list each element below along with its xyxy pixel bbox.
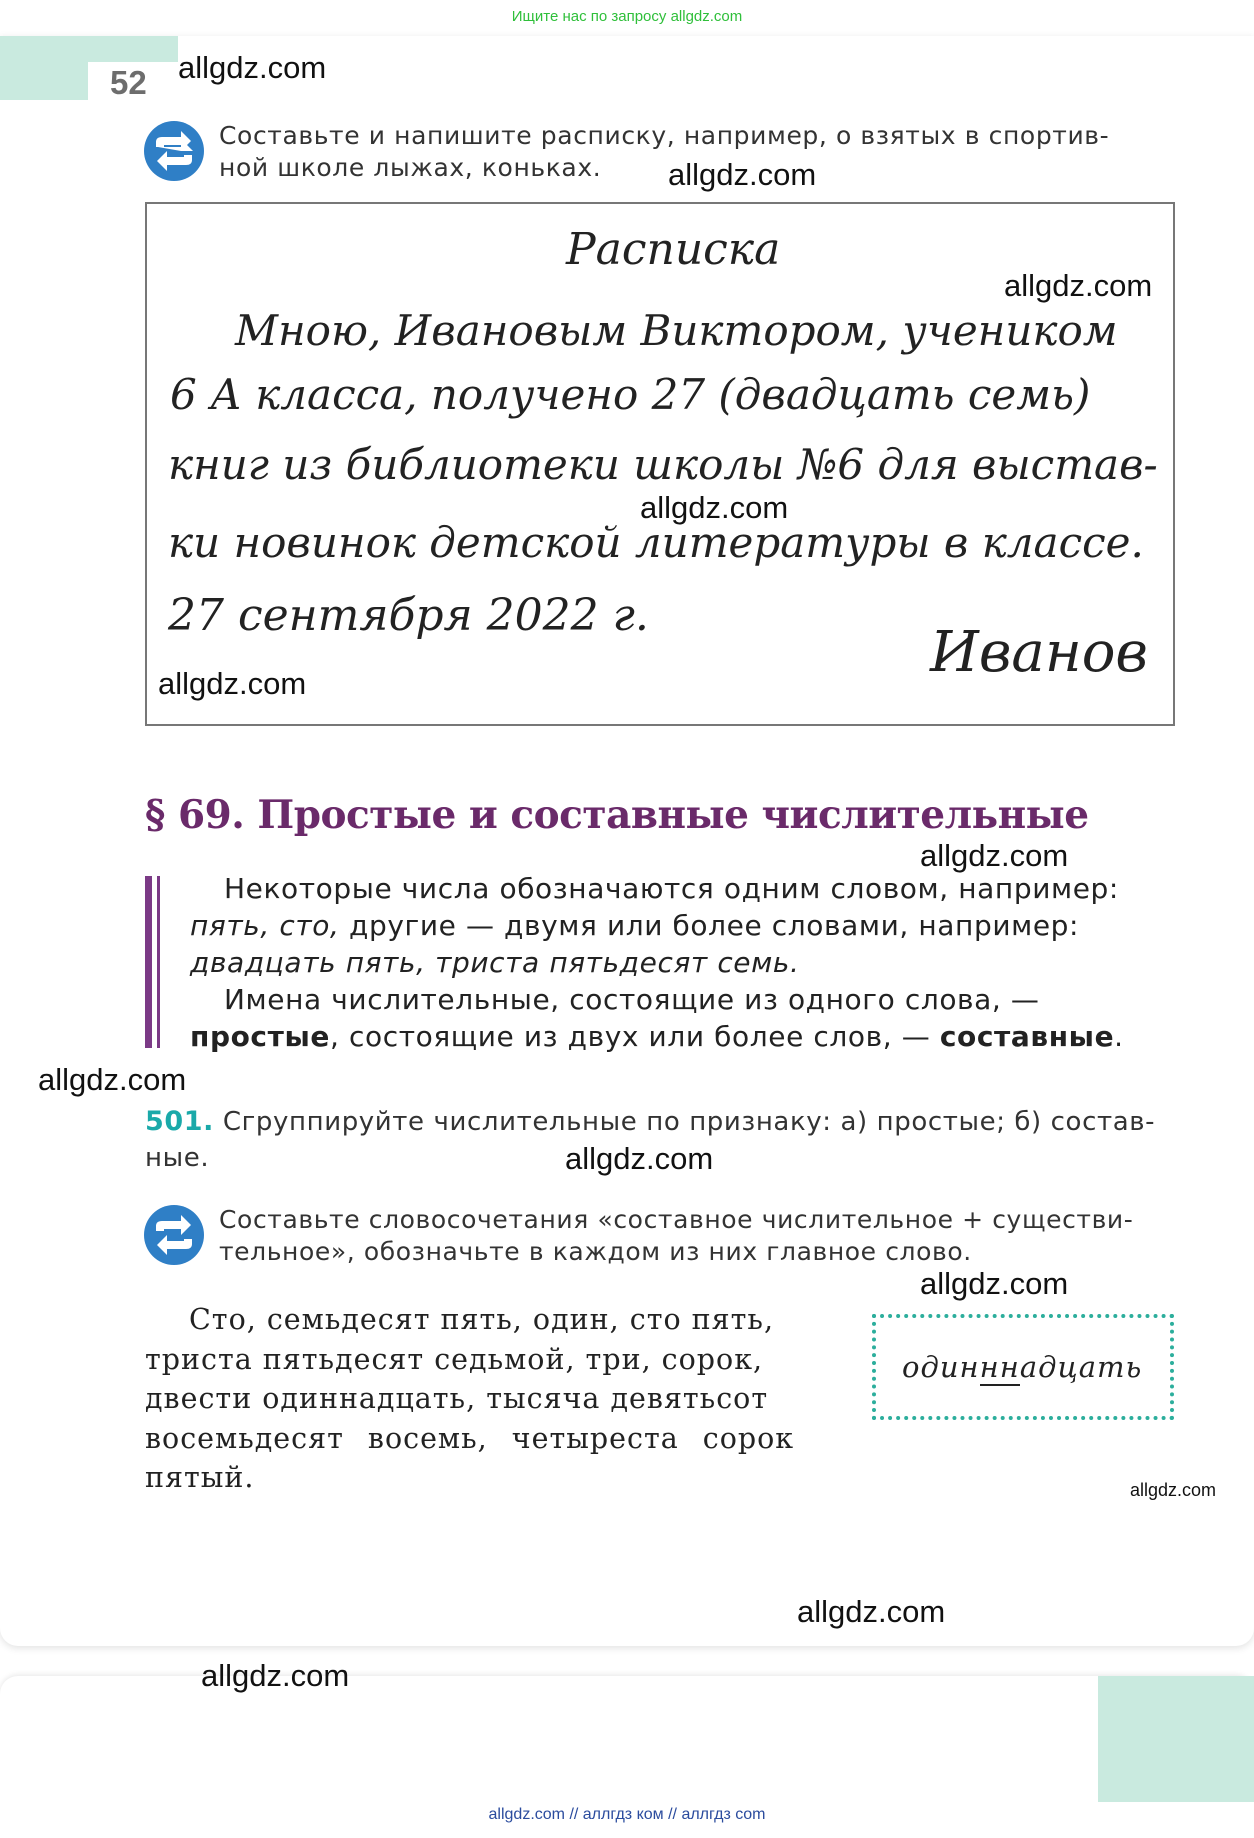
- watermark: allgdz.com: [38, 1062, 187, 1097]
- watermark: allgdz.com: [178, 50, 327, 85]
- watermark: allgdz.com: [920, 838, 1069, 873]
- footer-links[interactable]: allgdz.com // аллгдз ком // аллгдз com: [488, 1806, 766, 1823]
- watermark: allgdz.com: [565, 1141, 714, 1176]
- receipt-line: книг из библиотеки школы №6 для выстав-: [168, 440, 1158, 489]
- page-corner-decoration: [0, 36, 88, 100]
- receipt-line: ки новинок детской литературы в классе.: [168, 518, 1144, 567]
- watermark: allgdz.com: [1004, 268, 1153, 303]
- watermark: allgdz.com: [920, 1266, 1069, 1301]
- page-corner-decoration: [1098, 1676, 1254, 1802]
- numerals-text: Сто, семьдесят пять, один, сто пять, триста пятьдесят седьмой, три, сорок, двести одиннадцать, тысяча девятьсот восемьдесят восемь, четыреста сорок пятый.: [145, 1303, 795, 1494]
- top-banner[interactable]: Ищите нас по запросу allgdz.com: [511, 8, 743, 25]
- task-instruction: Составьте словосочетания «составное числительное + существи- тельное», обозначьте в каждом из них главное слово.: [219, 1205, 1134, 1266]
- rule-marker: [145, 876, 152, 1048]
- watermark: allgdz.com: [668, 157, 817, 192]
- receipt-line: 6 А класса, получено 27 (двадцать семь): [170, 370, 1091, 419]
- rule-text: Некоторые числа обозначаются одним словом, например: пять, сто, другие — двумя или более словами, например: двадцать пять, триста пятьдесят семь. Имена числительные, состоящие из одного слова, — простые, состоящие из двух или более слов, — составные.: [190, 872, 1124, 1053]
- page-number: 52: [110, 64, 147, 101]
- exchange-arrows-icon: [143, 1204, 205, 1266]
- page-corner-decoration: [88, 36, 178, 62]
- receipt-line: Мною, Ивановым Виктором, учеником: [235, 306, 1118, 355]
- watermark: allgdz.com: [158, 666, 307, 701]
- example-word: одинннадцать: [902, 1350, 1143, 1384]
- watermark: allgdz.com: [640, 490, 789, 525]
- section-heading: § 69. Простые и составные числительные: [145, 792, 1089, 838]
- exercise-501: 501. Сгруппируйте числительные по признаку: а) простые; б) состав- ные.: [145, 1106, 1156, 1173]
- task-instruction: Составьте и напишите расписку, например, о взятых в спортив- ной школе лыжах, коньках.: [219, 121, 1110, 182]
- watermark: allgdz.com: [1130, 1480, 1217, 1500]
- receipt-signature: Иванов: [930, 620, 1149, 685]
- receipt-title: Расписка: [566, 224, 781, 275]
- exchange-arrows-icon: [143, 120, 205, 182]
- watermark: allgdz.com: [201, 1658, 350, 1693]
- receipt-date: 27 сентября 2022 г.: [168, 590, 649, 641]
- watermark: allgdz.com: [797, 1594, 946, 1629]
- rule-marker: [157, 876, 160, 1048]
